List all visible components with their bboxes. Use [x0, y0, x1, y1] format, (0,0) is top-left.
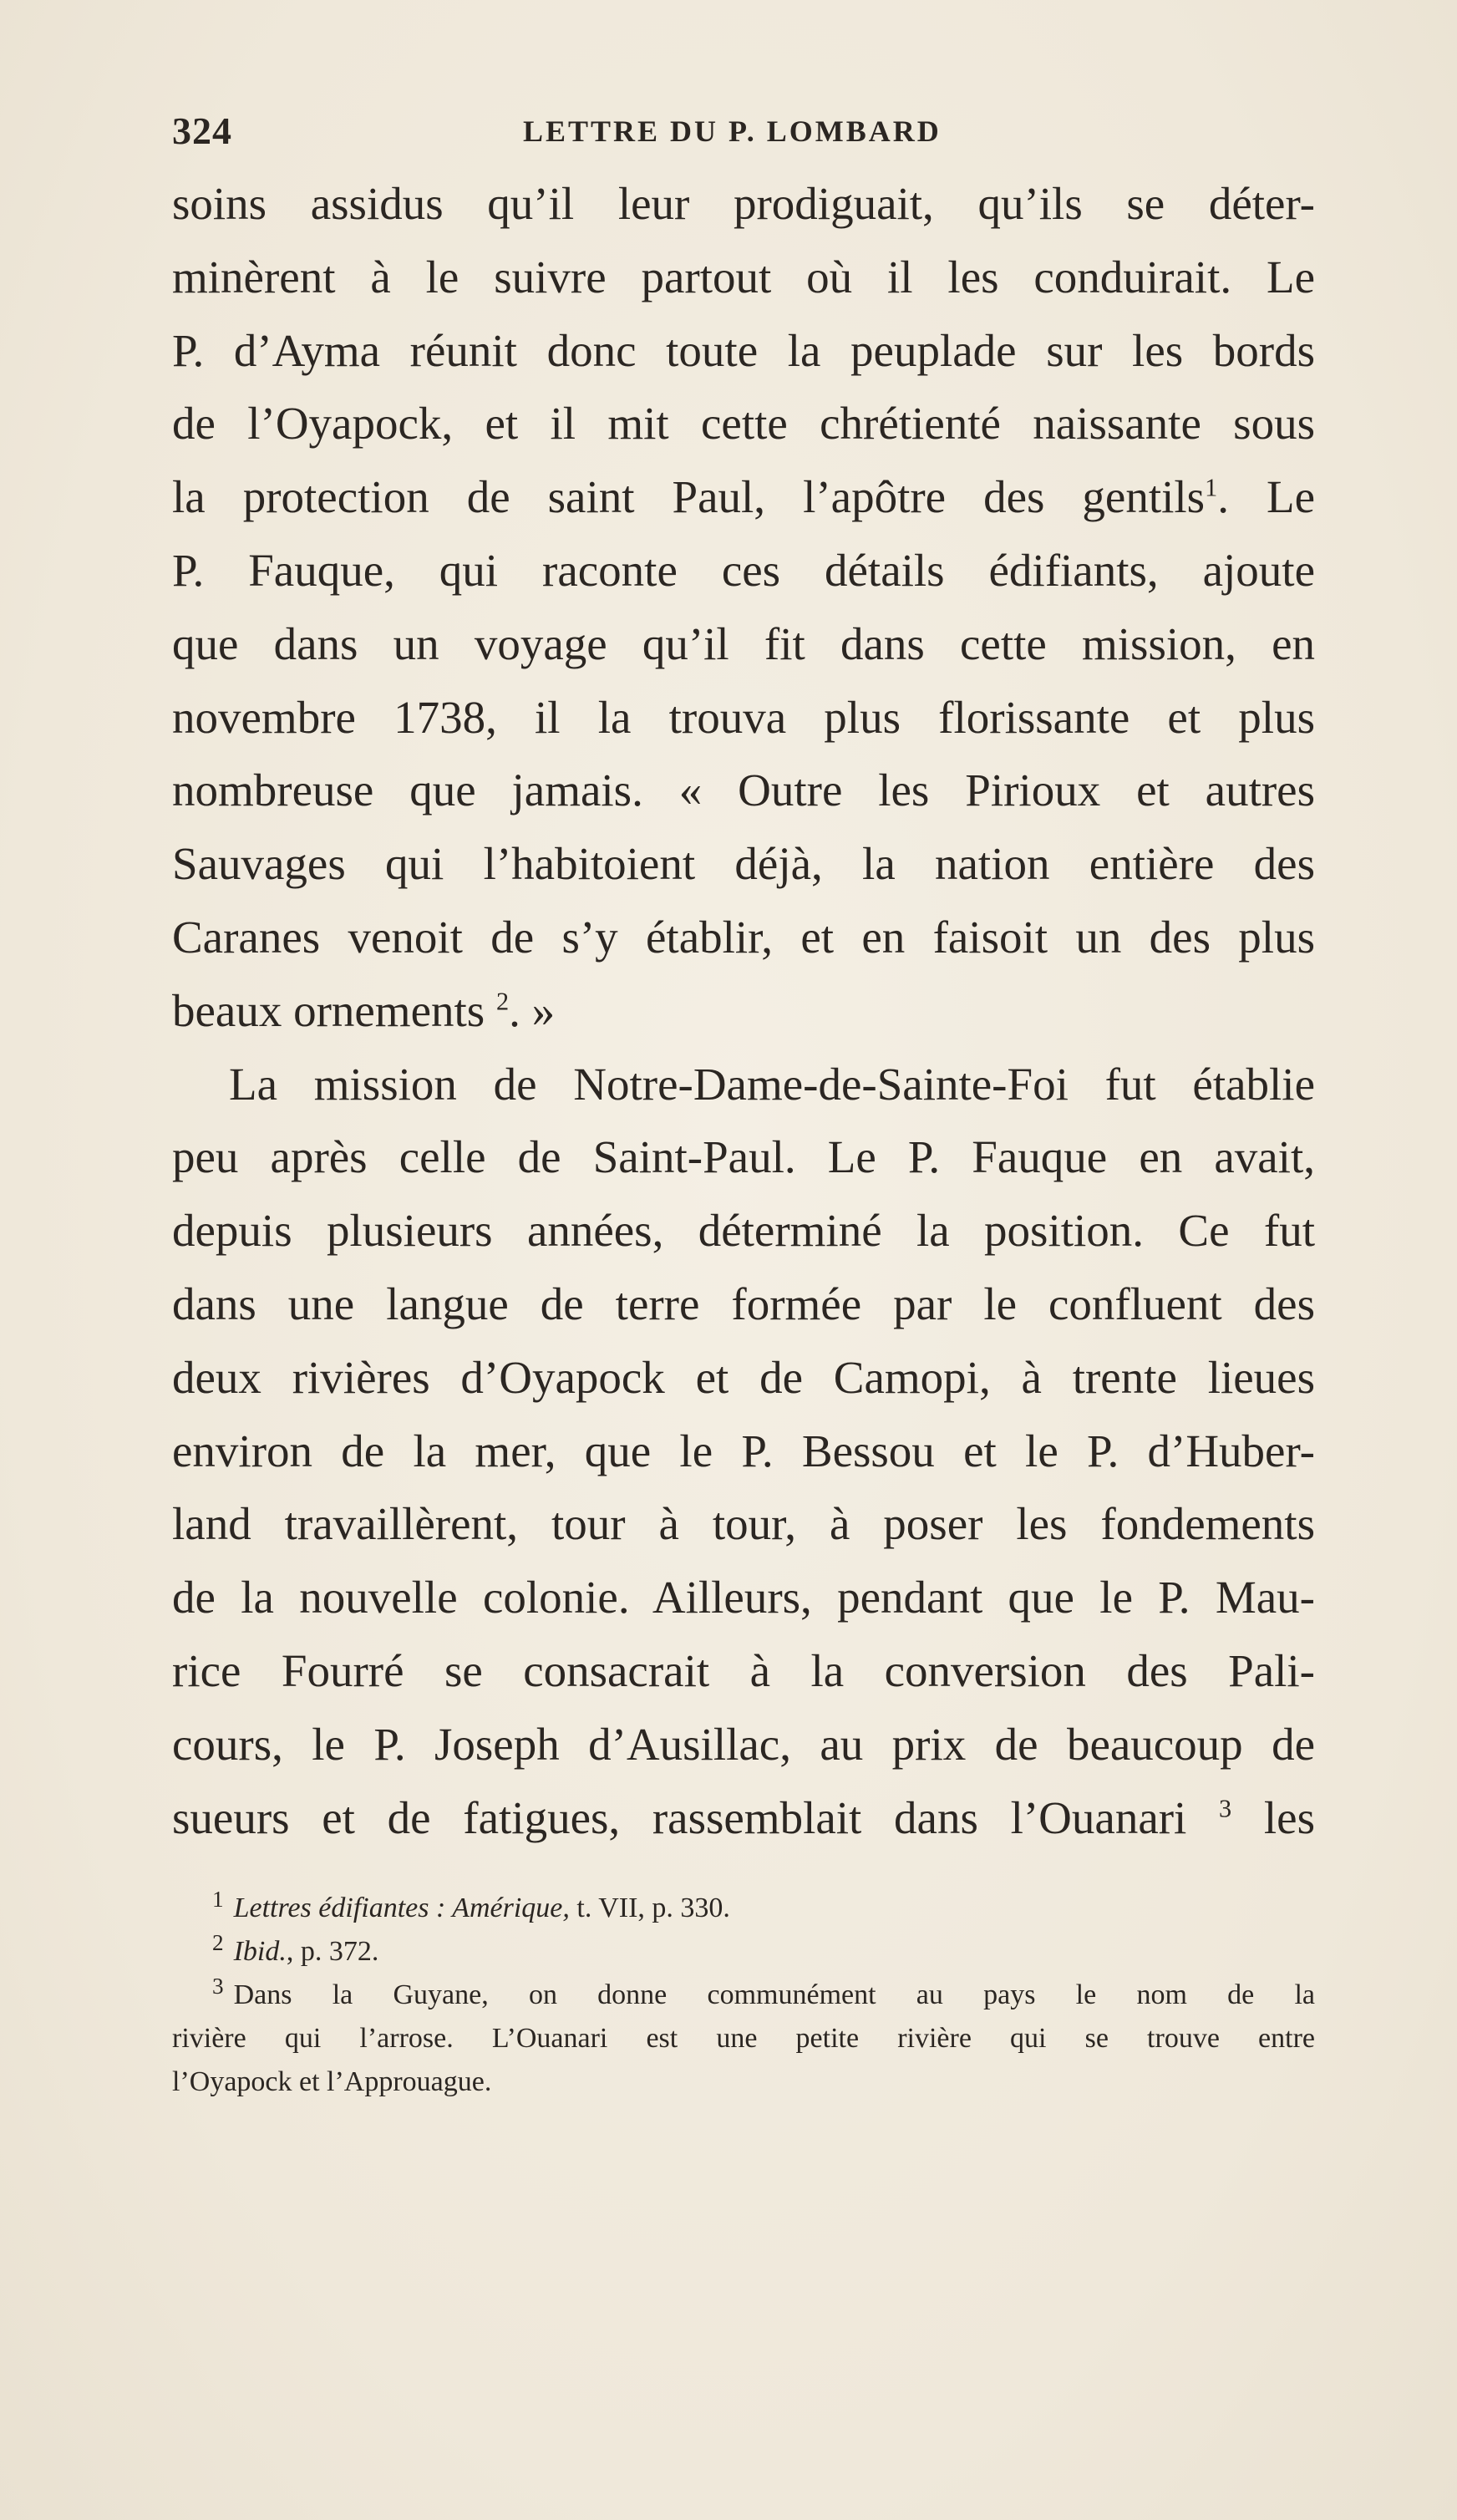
page-number: 324 [172, 109, 232, 152]
footnotes [172, 1887, 1315, 2104]
footnote-text: Dans la Guyane, on donne communément au pays le nom de la [233, 1979, 1315, 2010]
footnote-2 [172, 1930, 1315, 1974]
text-line: depuis plusieurs années, déterminé la position. Ce fut [172, 1205, 1315, 1257]
text-line: Sauvages qui l’habitoient déjà, la nation entière des [172, 838, 1315, 890]
text-line: land travaillèrent, tour à tour, à poser les fondements [172, 1498, 1315, 1550]
footnote-source-title: Lettres édifiantes : Amérique, [233, 1893, 570, 1923]
text-line: deux rivières d’Oyapock et de Camopi, à trente lieues [172, 1351, 1315, 1403]
footnote-3-line-2: rivière qui l’arrose. L’Ouanari est une petite rivière qui se trouve entre [172, 2023, 1315, 2054]
text-line [172, 974, 1315, 1048]
text-line: de l’Oyapock, et il mit cette chrétienté naissante sous [172, 398, 1315, 450]
footnote-3-line-3: l’Oyapock et l’Approuague. [172, 2066, 492, 2097]
text-line [172, 460, 1315, 534]
text-line: que dans un voyage qu’il fit dans cette mission, en [172, 617, 1315, 669]
text-line: cours, le P. Joseph d’Ausillac, au prix de beaucoup de [172, 1718, 1315, 1770]
text-line [172, 1781, 1315, 1855]
text-segment: . Le [1217, 471, 1315, 523]
text-segment: . » [509, 984, 556, 1036]
footnote-ref-3: 3 [1219, 1794, 1232, 1823]
main-text [172, 167, 1315, 1854]
text-segment: les [1263, 1791, 1315, 1843]
footnote-3-line-1 [172, 1974, 1315, 2017]
text-line: dans une langue de terre formée par le confluent des [172, 1278, 1315, 1329]
text-line: rice Fourré se consacrait à la conversion des Pali- [172, 1644, 1315, 1696]
text-line: P. Fauque, qui raconte ces détails édifiants, ajoute [172, 544, 1315, 596]
text-line: minèrent à le suivre partout où il les conduirait. Le [172, 251, 1315, 302]
text-segment: beaux ornements [172, 984, 485, 1036]
text-line: soins assidus qu’il leur prodiguait, qu’ils se déter- [172, 178, 1315, 229]
text-segment: sueurs et de fatigues, rassemblait dans l’Ouanari [172, 1791, 1187, 1843]
page-header [172, 109, 1315, 159]
text-segment: la protection de saint Paul, l’apôtre des gentils [172, 471, 1206, 523]
text-line: de la nouvelle colonie. Ailleurs, pendant que le P. Mau- [172, 1572, 1315, 1623]
footnote-text: t. VII, p. 330. [569, 1893, 730, 1923]
running-title: LETTRE DU P. LOMBARD [523, 114, 942, 148]
text-line: peu après celle de Saint-Paul. Le P. Fauque en avait, [172, 1131, 1315, 1183]
footnote-text: , p. 372. [286, 1936, 379, 1967]
footnote-1 [172, 1887, 1315, 1930]
text-line: La mission de Notre-Dame-de-Sainte-Foi fut établie [229, 1058, 1315, 1110]
text-line: environ de la mer, que le P. Bessou et le P. d’Huber- [172, 1425, 1315, 1476]
text-line: nombreuse que jamais. « Outre les Pirioux et autres [172, 765, 1315, 816]
text-line: Caranes venoit de s’y établir, et en faisoit un des plus [172, 911, 1315, 963]
footnote-mark: 2 [212, 1929, 224, 1955]
footnote-mark: 1 [212, 1886, 224, 1912]
footnote-mark: 3 [212, 1973, 224, 1999]
text-line: P. d’Ayma réunit donc toute la peuplade sur les bords [172, 324, 1315, 376]
footnote-ref-1: 1 [1205, 473, 1218, 502]
footnote-source-title: Ibid. [233, 1936, 287, 1967]
text-line: novembre 1738, il la trouva plus florissante et plus [172, 691, 1315, 743]
footnote-ref-2: 2 [495, 987, 510, 1016]
